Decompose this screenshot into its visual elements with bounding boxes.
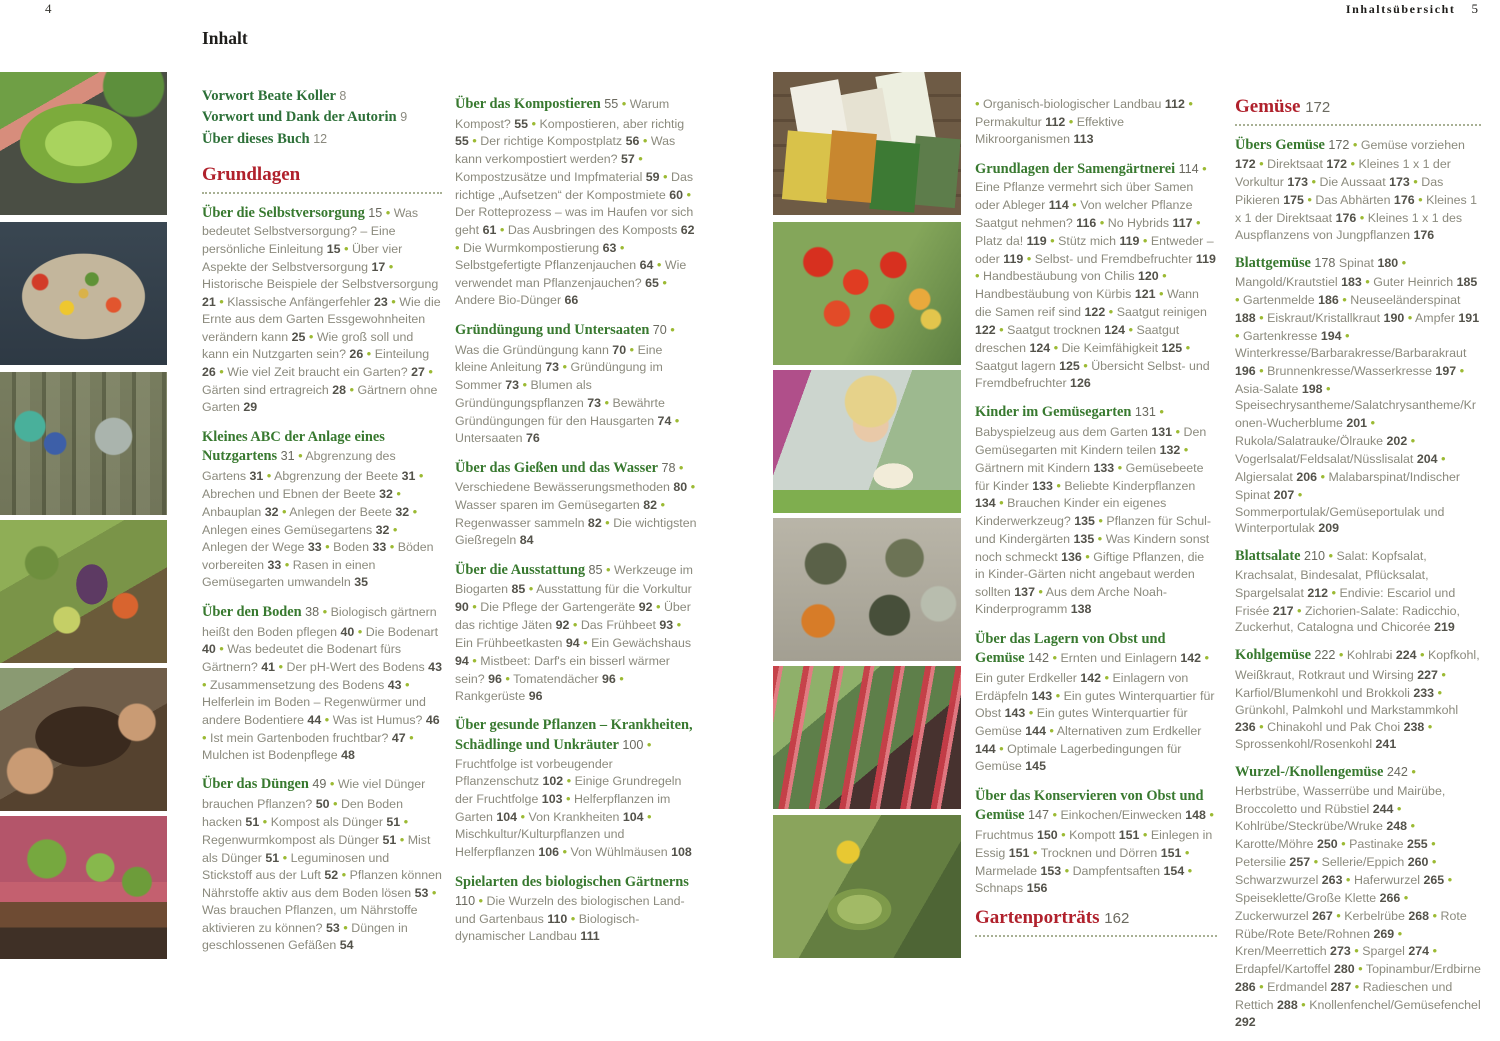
toc-section: Über das Konservieren von Obst und Gemüse 147 • Einkochen/Einwecken 148 • Fruchtmus 150 • Kompott 151 • Einlegen in Essig 151 • Trocknen und Dörren 151 • Marmelade 153 • Dampfentsaften 154 • Schnaps 156 (975, 787, 1214, 895)
photo-hands-with-soil (0, 668, 167, 811)
photo-harvest-bowls (773, 518, 961, 661)
part-heading-gemuese: Gemüse 172 (1235, 97, 1481, 126)
toc-column-2 (455, 95, 697, 957)
toc-section: Über das Düngen 49 • Wie viel Dünger brauchen Pflanzen? 50 • Den Boden hacken 51 • Kompost als Dünger 51 • Regenwurmkompost als Dünger 51 • Mist als Dünger 51 • Leguminosen und Stickstoff aus der Luft 52 • Pflanzen können Nährstoffe aktiv aus dem Boden lösen 53 • Was brauchen Pflanzen, um Nährstoffe aktivieren zu können? 53 • Düngen in geschlossenen Gefäßen 54 (202, 776, 442, 952)
toc-column-1 (202, 28, 442, 966)
toc-column-3 (975, 95, 1217, 947)
toc-section: Über die Ausstattung 85 • Werkzeuge im Biogarten 85 • Ausstattung für die Vorkultur 90 • Die Pflege der Gartengeräte 92 • Über das richtige Jäten 92 • Das Frühbeet 93 • Ein Frühbeetkasten 94 • Ein Gewächshaus 94 • Mistbeet: Darf's ein bisserl wärmer sein? 96 • Tomatendächer 96 • Rankgerüste 96 (455, 561, 693, 703)
photo-green-pumpkin (773, 815, 961, 958)
photo-arche-noah-seed-packets (773, 72, 961, 215)
photo-seedlings-pots (0, 816, 167, 959)
running-header (1346, 1, 1478, 17)
photo-watering-cans-fence (0, 372, 167, 515)
toc-section: Spielarten des biologischen Gärtnerns 110 • Die Wurzeln des biologischen Land- und Gartenbaus 110 • Biologisch-dynamischer Landbau 111 (455, 873, 689, 944)
toc-section: • Organisch-biologischer Landbau 112 • Permakultur 112 • Effektive Mikroorganismen 113 (975, 96, 1193, 146)
photo-chili-crate (0, 222, 167, 365)
toc-section: Kleines ABC der Anlage eines Nutzgartens 31 • Abgrenzung des Gartens 31 • Abgrenzung der Beete 31 • Abrechen und Ebnen der Beete 32 • Anbauplan 32 • Anlegen der Beete 32 • Anlegen eines Gemüsegartens 32 • Anlegen der Wege 33 • Boden 33 • Böden vorbereiten 33 • Rasen in einen Gemüsegarten umwandeln 35 (202, 428, 434, 590)
page-number-left: 4 (45, 1, 52, 16)
toc-section: Über die Selbstversorgung 15 • Was bedeutet Selbstversorgung? – Eine persönliche Einleitung 15 • Über vier Aspekte der Selbstversorgung 17 • Historische Beispiele der Selbstversorgung 21 • Klassische Anfängerfehler 23 • Wie die Ernte aus dem Garten Essgewohnheiten verändern kann 25 • Wie groß soll und kann ein Nutzgarten sein? 26 • Einteilung 26 • Wie viel Zeit braucht ein Garten? 27 • Gärten sind ertragreich 28 • Gärtnern ohne Garten 29 (202, 204, 441, 414)
toc-section: Über das Kompostieren 55 • Warum Kompost? 55 • Kompostieren, aber richtig 55 • Der richtige Kompostplatz 56 • Was kann verkompostiert werden? 57 • Kompostzusätze und Impfmaterial 59 • Das richtige „Aufsetzen“ der Kompostmiete 60 • Der Rotteprozess – was im Haufen vor sich geht 61 • Das Ausbringen des Komposts 62 • Die Wurmkompostierung 63 • Selbstgefertigte Pflanzenjauchen 64 • Wie verwendet man Pflanzenjauchen? 65 • Andere Bio-Dünger 66 (455, 96, 695, 308)
photo-green-beans-bowl (0, 72, 167, 215)
running-header-label: Inhaltsübersicht (1345, 2, 1456, 16)
toc-section: Wurzel-/Knollengemüse 242 • Herbstrübe, Wasserrübe und Mairübe, Broccoletto und Rübstiel 244 • Kohlrübe/Steckrübe/Wruke 248 • Karotte/Möhre 250 • Pastinake 255 • Petersilie 257 • Sellerie/Eppich 260 • Schwarzwurzel 263 • Haferwurzel 265 • Speiseklette/Große Klette 266 • Zuckerwurzel 267 • Kerbelrübe 268 • Rote Rübe/Rote Bete/Rohnen 269 • Kren/Meerrettich 273 • Spargel 274 • Erdapfel/Kartoffel 280 • Topinambur/Erdbirne 286 • Erdmandel 287 • Radieschen und Rettich 288 • Knollenfenchel/Gemüsefenchel 292 (1235, 764, 1481, 1029)
toc-section: Übers Gemüse 172 • Gemüse vorziehen 172 • Direktsaat 172 • Kleines 1 x 1 der Vorkultur 173 • Die Aussaat 173 • Das Pikieren 175 • Das Abhärten 176 • Kleines 1 x 1 der Direktsaat 176 • Kleines 1 x 1 des Auspflanzens von Jungpflanzen 176 (1235, 136, 1478, 242)
photo-cherry-tomatoes (773, 222, 961, 365)
front-matter-entry: Vorwort und Dank der Autorin 9 (202, 109, 408, 126)
toc-section: Über das Gießen und das Wasser 78 • Verschiedene Bewässerungsmethoden 80 • Wasser sparen im Gemüsegarten 82 • Regenwasser sammeln 82 • Die wichtigsten Gießregeln 84 (455, 459, 697, 547)
toc-section: Grundlagen der Samengärtnerei 114 • Eine Pflanze vermehrt sich über Samen oder Ableger 114 • Von welcher Pflanze Saatgut nehmen? 116 • No Hybrids 117 • Platz da! 119 • Stütz mich 119 • Entweder – oder 119 • Selbst- und Fremdbefruchter 119 • Handbestäubung von Chilis 120 • Handbestäubung von Kürbis 121 • Wann die Samen reif sind 122 • Saatgut reinigen 122 • Saatgut trocknen 124 • Saatgut dreschen 124 • Die Keimfähigkeit 125 • Saatgut lagern 125 • Übersicht Selbst- und Fremdbefruchter 126 (975, 160, 1216, 390)
page-title: Inhalt (202, 28, 248, 48)
toc-section: Blattgemüse 178 Spinat 180 • Mangold/Krautstiel 183 • Guter Heinrich 185 • Gartenmelde 186 • Neuseeländerspinat 188 • Eiskraut/Kristallkraut 190 • Ampfer 191 • Gartenkresse 194 • Winterkresse/Barbarakresse/Barbarakraut 196 • Brunnenkresse/Wasserkresse 197 • Asia-Salate 198 • Speisechrysantheme/Salatchrysantheme/Kronen-Wucherblume 201 • Rukola/Salatrauke/Ölrauke 202 • Vogerlsalat/Feldsalat/Nüsslisalat 204 • Algiersalat 206 • Malabarspinat/Indischer Spinat 207 • Sommerportulak/Gemüseportulak und Winterportulak 209 (1235, 254, 1480, 536)
toc-section: Kohlgemüse 222 • Kohlrabi 224 • Kopfkohl, Weißkraut, Rotkraut und Wirsing 227 • Karfiol/Blumenkohl und Brokkoli 233 • Grünkohl, Palmkohl und Markstammkohl 236 • Chinakohl und Pak Choi 238 • Sprossenkohl/Rosenkohl 241 (1235, 647, 1480, 752)
toc-section: Über den Boden 38 • Biologisch gärtnern heißt den Boden pflegen 40 • Die Bodenart 40 • Was bedeutet die Bodenart fürs Gärtnern? 41 • Der pH-Wert des Bodens 43 • Zusammensetzung des Bodens 43 • Helferlein im Boden – Regenwürmer und andere Bodentiere 44 • Was ist Humus? 46 • Ist mein Gartenboden fruchtbar? 47 • Mulchen ist Bodenpflege 48 (202, 603, 442, 762)
part-heading-gartenportraets: Gartenporträts 162 (975, 908, 1217, 937)
page-number-right: 5 (1471, 1, 1478, 16)
front-matter-entry: Vorwort Beate Koller 8 (202, 88, 347, 104)
photo-vegetable-basket (0, 520, 167, 663)
toc-section: Kinder im Gemüsegarten 131 • Babyspielzeug aus dem Garten 131 • Den Gemüsegarten mit Kindern teilen 132 • Gärtnern mit Kindern 133 • Gemüsebeete für Kinder 133 • Beliebte Kinderpflanzen 134 • Brauchen Kinder ein eigenes Kinderwerkzeug? 135 • Pflanzen für Schul- und Kindergärten 135 • Was Kindern sonst noch schmeckt 136 • Giftige Pflanzen, die in Kinder-Gärten nicht angebaut werden sollten 137 • Aus dem Arche Noah-Kinderprogramm 138 (975, 404, 1212, 616)
toc-column-4 (1235, 95, 1481, 1041)
front-matter-entry: Über dieses Buch 12 (202, 130, 328, 147)
toc-section: Blattsalate 210 • Salat: Kopfsalat, Krachsalat, Bindesalat, Pflücksalat, Spargelsalat 212 • Endivie: Escariol und Frisée 217 • Zichorien-Salate: Radicchio, Zuckerhut, Catalogna und Chicorée 219 (1235, 548, 1461, 635)
front-matter (202, 86, 442, 150)
part-heading-grundlagen: Grundlagen (202, 165, 442, 194)
photo-child-with-squash (773, 370, 961, 513)
toc-section: Über das Lagern von Obst und Gemüse 142 • Ernten und Einlagern 142 • Ein guter Erdkeller 142 • Einlagern von Erdäpfeln 143 • Ein gutes Winterquartier für Obst 143 • Ein gutes Winterquartier für Gemüse 144 • Alternativen zum Erdkeller 144 • Optimale Lagerbedingungen für Gemüse 145 (975, 630, 1215, 773)
toc-section: Über gesunde Pflanzen – Krankheiten, Schädlinge und Unkräuter 100 • Fruchtfolge ist vorbeugender Pflanzenschutz 102 • Einige Grundregeln der Fruchtfolge 103 • Helferpflanzen im Garten 104 • Von Krankheiten 104 • Mischkultur/Kulturpflanzen und Helferpflanzen 106 • Von Wühlmäusen 108 (455, 717, 693, 859)
toc-section: Gründüngung und Untersaaten 70 • Was die Gründüngung kann 70 • Eine kleine Anleitung 73 • Gründüngung im Sommer 73 • Blumen als Gründüngungspflanzen 73 • Bewährte Gründüngungen für den Hausgarten 74 • Untersaaten 76 (455, 322, 680, 445)
photo-red-chard (773, 666, 961, 809)
